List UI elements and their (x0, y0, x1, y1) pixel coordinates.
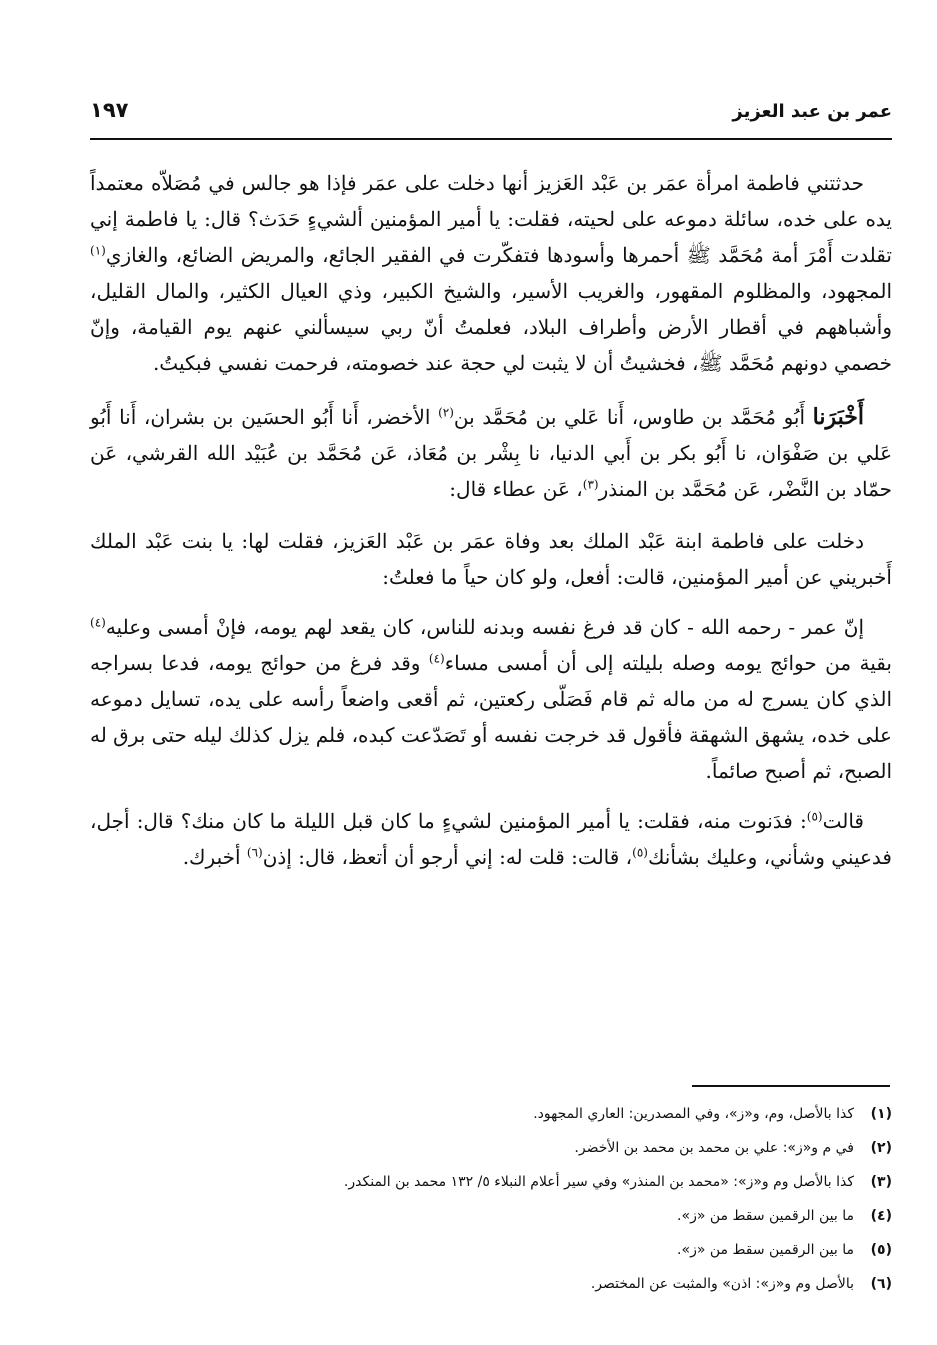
footnote-marker: (٤) (90, 615, 106, 630)
footnote-number: (٣) (870, 1174, 892, 1190)
paragraph-text: ، قالت: قلت له: إني أرجو أن أتعظ، قال: إذن (262, 845, 633, 869)
paragraph-1 (90, 165, 892, 381)
paragraph-3 (90, 523, 892, 595)
footnote-marker: (٦) (246, 845, 263, 860)
paragraph-text: وقد فرغ من حوائج يومه، فدعا بسراجه الذي كان يسرج له من ماله ثم قام فَصَلّى ركعتين، ثم أقعى واضعاً رأسه على يده، تسايل دموعه على خده، يشهق الشهقة فأقول قد خرجت نفسه أو تَصَدّعت كبده، فلم يزل كذلك ليله حتى برق له الصبح، ثم أصبح صائماً. (90, 651, 892, 783)
paragraph-text: المجهود، والمظلوم المقهور، والغريب الأسير، والشيخ الكبير، وذي العيال الكثير، والمال القليل، وأشباههم في أقطار الأرض وأطراف البلاد، فعلمتُ أنّ ربي سيسألني عنهم يوم القيامة، وإنّ خصمي دونهم مُحَمَّد ﷺ، فخشيتُ أن لا يثبت لي حجة عند خصومته، فرحمت نفسي فبكيتُ. (90, 279, 893, 375)
paragraph-2 (90, 399, 892, 507)
main-text (90, 165, 892, 889)
footnote-1 (90, 1097, 892, 1131)
footnote-6 (90, 1267, 892, 1301)
footnote-5 (90, 1233, 892, 1267)
paragraph-5 (90, 803, 892, 875)
footnote-marker: (٤) (428, 651, 445, 666)
paragraph-text: إنّ عمر - رحمه الله - كان قد فرغ نفسه وبدنه للناس، كان يقعد لهم يومه، فإنْ أمسى وعليه (105, 615, 864, 639)
footnote-number: (٦) (870, 1276, 892, 1292)
footnote-text: ما بين الرقمين سقط من «ز». (677, 1208, 854, 1224)
paragraph-lead-word: أَخْبَرَنا (812, 404, 864, 430)
footnote-text: في م و«ز»: علي بن محمد بن محمد بن الأخضر. (574, 1140, 854, 1156)
footnote-number: (٢) (870, 1140, 892, 1156)
footnote-number: (٥) (870, 1242, 892, 1258)
footnote-divider (692, 1085, 890, 1087)
footnote-number: (١) (870, 1106, 892, 1122)
footnote-text: بالأصل وم و«ز»: اذن» والمثبت عن المختصر. (590, 1276, 854, 1292)
paragraph-text: حدثتني فاطمة امرأة عمَر بن عَبْد العَزيز أنها دخلت على عمَر فإذا هو جالس في مُصَلاّه معتمداً يده على خده، سائلة دموعه على لحيته، فقلت: يا أمير المؤمنين ألشيءٍ حَدَث؟ قال: يا فاطمة إني تقلدت أَمْرَ أمة مُحَمَّد ﷺ أحمرها وأسودها فتفكّرت في الفقير الجائع، والمريض الضائع، والغازي (90, 171, 892, 267)
paragraph-text: أَبُو مُحَمَّد بن طاوس، أَنا عَلي بن مُحَمَّد بن (453, 405, 813, 429)
paragraph-text: : فدَنوت منه، فقلت: يا أمير المؤمنين لشيءٍ ما كان قبل الليلة ما كان منك؟ قال: أجل، فدعيني وشأني، وعليك بشأنك (90, 809, 892, 869)
paragraph-text: دخلت على فاطمة ابنة عَبْد الملك بعد وفاة عمَر بن عَبْد العَزيز، فقلت لها: يا بنت عَبْد الملك أَخبريني عن أمير المؤمنين، قالت: أفعل، ولو كان حياً ما فعلتُ: (90, 529, 892, 589)
page-number: ١٩٧ (90, 98, 129, 122)
footnotes (90, 1097, 892, 1301)
footnote-4 (90, 1199, 892, 1233)
footnote-3 (90, 1165, 892, 1199)
paragraph-text: الأخضر، أَنا أَبُو الحسَين بن بشران، أَنا أَبُو عَلي بن صَفْوَان، نا أَبُو بكر بن أَبي الدنيا، نا بِشْر بن مُعَاذ، عَن مُحَمَّد بن عُبَيْد الله القرشي، عَن حمّاد بن النَّضْر، عَن مُحَمَّد بن المنذر (90, 405, 893, 501)
footnote-text: ما بين الرقمين سقط من «ز». (677, 1242, 854, 1258)
paragraph-text: بقية من حوائج يومه وصله بليلته إلى أن أمسى مساء (444, 651, 892, 675)
footnote-marker: (٣) (582, 477, 599, 492)
paragraph-4 (90, 609, 892, 789)
footnote-text: كذا بالأصل وم و«ز»: «محمد بن المنذر» وفي سير أعلام النبلاء ٥/ ١٣٢ محمد بن المنكدر. (343, 1174, 854, 1190)
footnote-marker: (١) (90, 243, 106, 258)
footnote-marker: (٥) (632, 845, 648, 860)
footnote-marker: (٢) (438, 405, 454, 420)
page-header (90, 88, 892, 122)
footnote-number: (٤) (870, 1208, 892, 1224)
paragraph-text: ، عَن عطاء قال: (449, 477, 583, 501)
paragraph-text: أخبرك. (182, 845, 247, 869)
footnote-marker: (٥) (806, 809, 823, 824)
paragraph-text: قالت (822, 809, 864, 833)
footnote-text: كذا بالأصل، وم، و«ز»، وفي المصدرين: العاري المجهود. (533, 1106, 854, 1122)
header-divider (90, 138, 892, 140)
running-title: عمر بن عبد العزيز (732, 101, 892, 122)
footnote-2 (90, 1131, 892, 1165)
